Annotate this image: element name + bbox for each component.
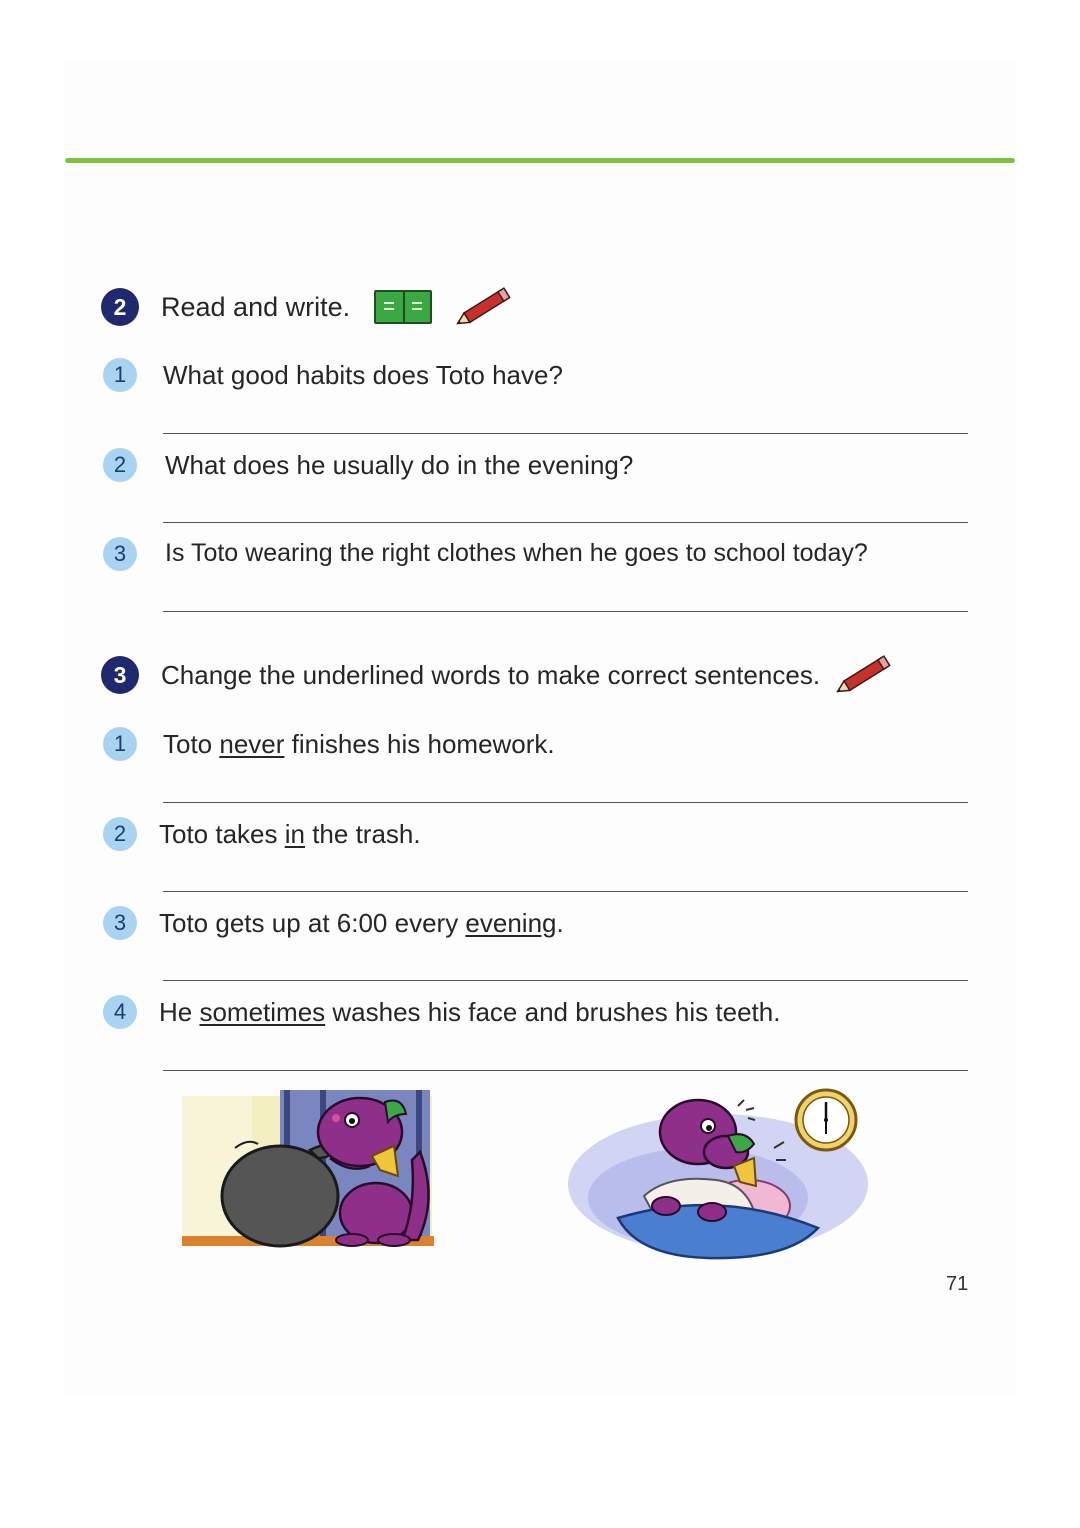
- item-number-badge: 3: [103, 906, 137, 940]
- item-number-badge: 1: [103, 727, 137, 761]
- toto-in-bed-clock-illustration: [548, 1088, 868, 1260]
- header-rule: [65, 158, 1015, 163]
- book-icon: [374, 290, 432, 324]
- section-3-header: [101, 655, 900, 695]
- question-number-badge: 2: [103, 448, 137, 482]
- question-text: Is Toto wearing the right clothes when he goes to school today?: [165, 539, 868, 567]
- item-sentence: He sometimes washes his face and brushes his teeth.: [159, 997, 781, 1027]
- underlined-word: evening: [465, 908, 557, 938]
- answer-line[interactable]: [163, 611, 968, 612]
- item-number-badge: 2: [103, 817, 137, 851]
- answer-line[interactable]: [163, 522, 968, 523]
- section-title: Read and write.: [161, 291, 351, 322]
- underlined-word: sometimes: [199, 997, 326, 1027]
- section-title: Change the underlined words to make correct sentences.: [161, 659, 821, 690]
- section-2-header: [101, 287, 520, 327]
- question-number-badge: 1: [103, 358, 137, 392]
- toto-trash-bag-illustration: [180, 1088, 440, 1250]
- answer-line[interactable]: [163, 891, 968, 892]
- underlined-word: in: [284, 819, 305, 849]
- answer-line[interactable]: [163, 433, 968, 434]
- item-sentence: Toto gets up at 6:00 every evening.: [159, 908, 564, 938]
- item-sentence: Toto never finishes his homework.: [163, 729, 555, 759]
- item-sentence: Toto takes in the trash.: [159, 819, 421, 849]
- question-text: What does he usually do in the evening?: [165, 450, 634, 480]
- underlined-word: never: [219, 729, 285, 759]
- pencil-icon: [450, 287, 520, 327]
- answer-line[interactable]: [163, 980, 968, 981]
- pencil-icon: [830, 655, 900, 695]
- section-number-badge: 3: [101, 656, 139, 694]
- section-number-badge: 2: [101, 288, 139, 326]
- answer-line[interactable]: [163, 1070, 968, 1071]
- item-number-badge: 4: [103, 995, 137, 1029]
- question-text: What good habits does Toto have?: [163, 360, 563, 390]
- answer-line[interactable]: [163, 802, 968, 803]
- page-number: 71: [946, 1273, 969, 1295]
- question-number-badge: 3: [103, 537, 137, 571]
